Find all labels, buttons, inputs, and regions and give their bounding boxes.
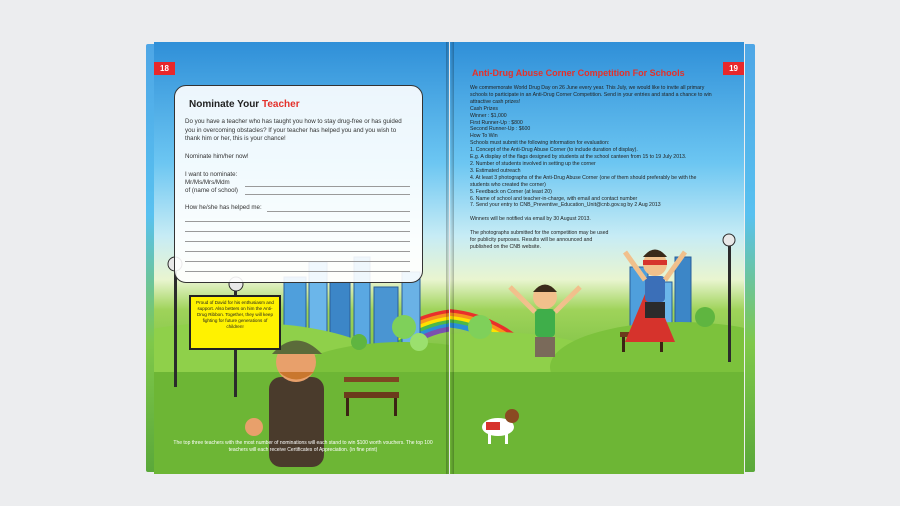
detail-line: 4. At least 3 photographs of the Anti-Drug Abuse Corner (one of them should preferably be with the [470, 174, 697, 181]
form-title: Nominate Your Teacher [189, 99, 300, 110]
detail-line: 5. Feedback on Corner (at least 20) [470, 188, 552, 195]
school-label: of (name of school) [185, 187, 238, 194]
teacher-name-field[interactable] [245, 186, 410, 187]
detail-line: published on the CNB website. [470, 243, 541, 250]
detail-line: Schools must submit the following information for evaluation: [470, 140, 610, 147]
help-line-6[interactable] [185, 261, 410, 262]
help-line-5[interactable] [185, 251, 410, 252]
form-intro: Do you have a teacher who has taught you how to stay drug-free or has guided you in overcoming obstacles? If your teacher has helped you and you wish to thank him or her, this is your chance! [185, 118, 402, 143]
page-number-right: 19 [723, 62, 744, 75]
detail-line: 2. Number of students involved in setting up the corner [470, 160, 596, 167]
competition-title: Anti-Drug Abuse Corner Competition For Schools [472, 68, 685, 78]
detail-line: attractive cash prizes! [470, 98, 521, 105]
detail-line: for publicity purposes. Results will be announced and [470, 236, 593, 243]
spine-gutter [446, 42, 454, 474]
detail-line [470, 209, 740, 216]
help-line-4[interactable] [185, 241, 410, 242]
detail-line: E.g. A display of the flags designed by students at the school canteen from 15 to 19 July 2013. [470, 154, 687, 161]
nomination-form [174, 85, 423, 283]
left-footer-note: The top three teachers with the most number of nominations will each stand to win $100 worth vouchers. The top 100 teachers will each receive Certificates of Appreciation. (in fine print) [173, 440, 433, 453]
detail-line: Winner : $1,000 [470, 112, 507, 119]
help-line-1[interactable] [267, 211, 410, 212]
detail-line [470, 223, 740, 230]
help-line-2[interactable] [185, 221, 410, 222]
competition-details [470, 85, 740, 251]
quote-box: Proud of David for his enthusiasm and support. Also betters on him the Anti-Drug Ribbon. Together, they will keep fighting for future generations of children! [189, 295, 281, 350]
help-line-7[interactable] [185, 271, 410, 272]
detail-line: 6. Name of school and teacher-in-charge, with email and contact number [470, 195, 638, 202]
detail-line: Winners will be notified via email by 30 August 2013. [470, 216, 591, 223]
salutation-label: Mr/Ms/Mrs/Mdm [185, 179, 230, 186]
i-want-label: I want to nominate: [185, 171, 238, 178]
detail-line: Second Runner-Up : $600 [470, 126, 531, 133]
left-page [154, 42, 449, 474]
detail-line: How To Win [470, 133, 498, 140]
detail-line: 7. Send your entry to CNB_Preventive_Education_Unit@cnb.gov.sg by 2 Aug 2013 [470, 202, 661, 209]
school-name-field[interactable] [245, 194, 410, 195]
detail-line: The photographs submitted for the competition may be used [470, 230, 609, 237]
magazine-spread [148, 42, 751, 474]
how-helped-label: How he/she has helped me: [185, 204, 262, 211]
detail-line: schools to participate in an Anti-Drug Corner Competition. Send in your entries and stand a chance to win [470, 91, 712, 98]
detail-line: 1. Concept of the Anti-Drug Abuse Corner (to include duration of display). [470, 147, 638, 154]
right-page [450, 42, 744, 474]
detail-line: First Runner-Up : $800 [470, 119, 523, 126]
nominate-now-label: Nominate him/her now! [185, 153, 249, 160]
detail-line: We commemorate World Drug Day on 26 June every year. This July, we would like to invite all primary [470, 85, 705, 91]
detail-line: Cash Prizes [470, 105, 498, 112]
detail-line: students who created the corner) [470, 181, 546, 188]
help-line-3[interactable] [185, 231, 410, 232]
detail-line: 3. Estimated outreach [470, 167, 521, 174]
page-number-left: 18 [154, 62, 175, 75]
